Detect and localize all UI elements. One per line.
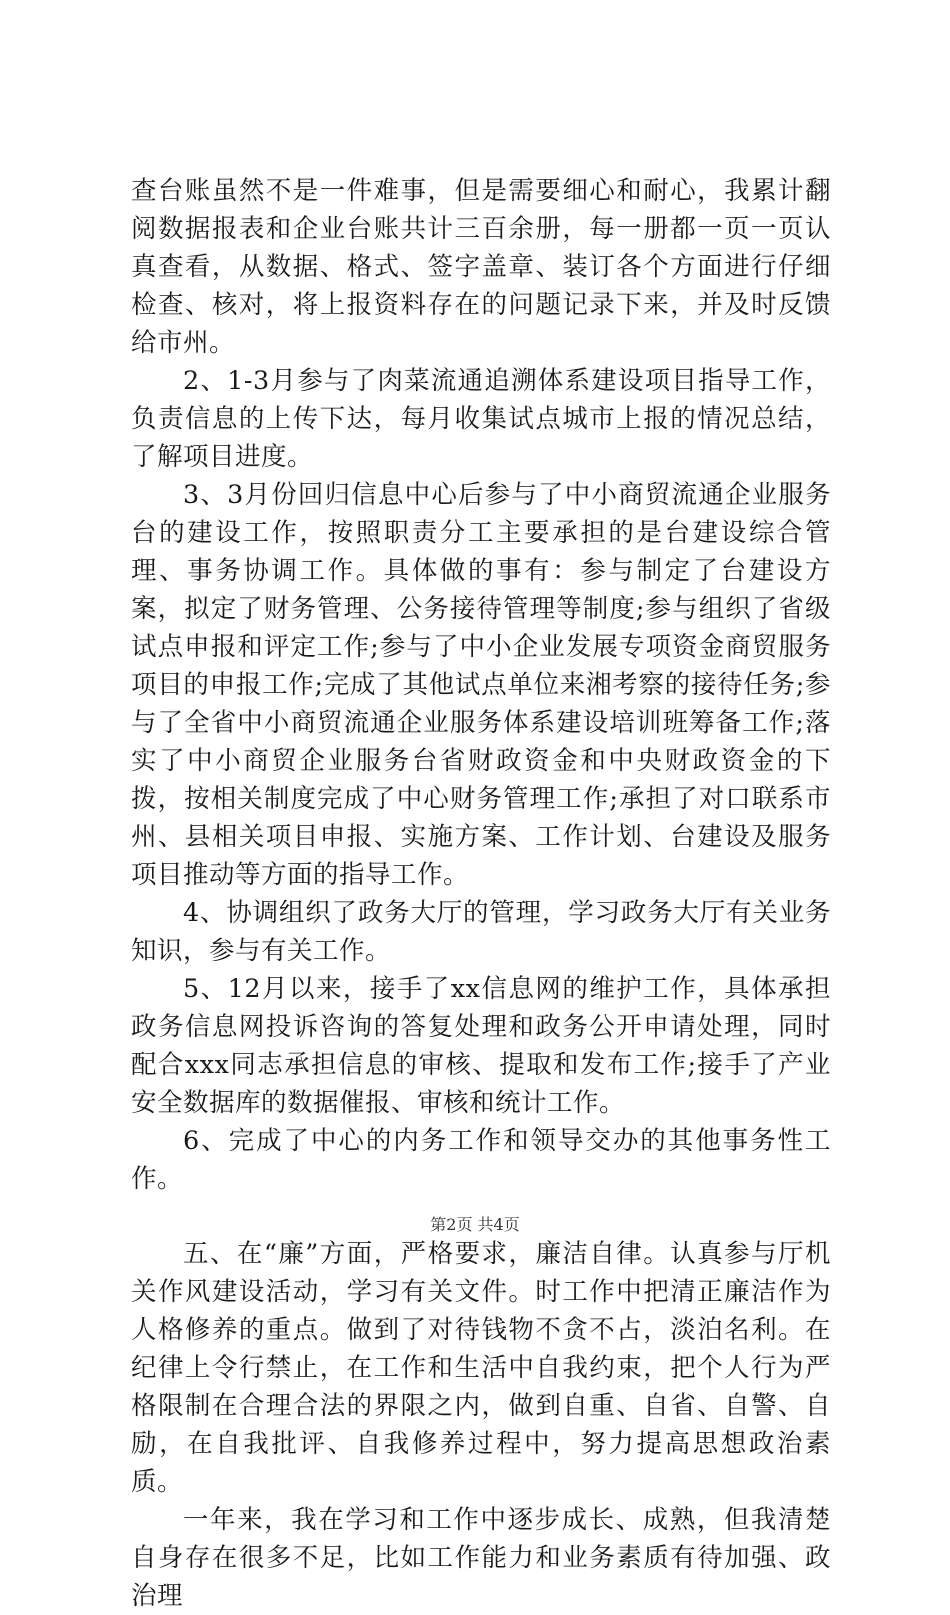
- paragraph-item-3: 3、3月份回归信息中心后参与了中小商贸流通企业服务台的建设工作，按照职责分工主要承担的是台建设综合管理、事务协调工作。具体做的事有：参与制定了台建设方案，拟定了财务管理、公务接待管理等制度;参与组织了省级试点申报和评定工作;参与了中小企业发展专项资金商贸服务项目的申报工作;完成了其他试点单位来湘考察的接待任务;参与了全省中小商贸流通企业服务体系建设培训班筹备工作;落实了中小商贸企业服务台省财政资金和中央财政资金的下拨，按相关制度完成了中心财务管理工作;承担了对口联系市州、县相关项目申报、实施方案、工作计划、台建设及服务项目推动等方面的指导工作。: [131, 480, 831, 890]
- document-body: [131, 172, 831, 1615]
- paragraph-item-6: 6、完成了中心的内务工作和领导交办的其他事务性工作。: [131, 1126, 831, 1194]
- paragraph-item-5: 5、12月以来，接手了xx信息网的维护工作，具体承担政务信息网投诉咨询的答复处理和政务公开申请处理，同时配合xxx同志承担信息的审核、提取和发布工作;接手了产业安全数据库的数据催报、审核和统计工作。: [131, 974, 831, 1118]
- paragraph-item-4: 4、协调组织了政务大厅的管理，学习政务大厅有关业务知识，参与有关工作。: [131, 898, 831, 966]
- paragraph-continuation: 查台账虽然不是一件难事，但是需要细心和耐心，我累计翻阅数据报表和企业台账共计三百余册，每一册都一页一页认真查看，从数据、格式、签字盖章、装订各个方面进行仔细检查、核对，将上报资料存在的问题记录下来，并及时反馈给市州。: [131, 176, 831, 358]
- paragraph-summary: 一年来，我在学习和工作中逐步成长、成熟，但我清楚自身存在很多不足，比如工作能力和业务素质有待加强、政治理: [131, 1505, 831, 1611]
- paragraph-section-five: 五、在“廉”方面，严格要求，廉洁自律。认真参与厅机关作风建设活动，学习有关文件。时工作中把清正廉洁作为人格修养的重点。做到了对待钱物不贪不占，淡泊名利。在纪律上令行禁止，在工作和生活中自我约束，把个人行为严格限制在合理合法的界限之内，做到自重、自省、自警、自励，在自我批评、自我修养过程中，努力提高思想政治素质。: [131, 1239, 831, 1497]
- page-number-footer: 第2页 共4页: [430, 1215, 520, 1234]
- paragraph-item-2: 2、1-3月参与了肉菜流通追溯体系建设项目指导工作，负责信息的上传下达，每月收集试点城市上报的情况总结，了解项目进度。: [131, 366, 831, 472]
